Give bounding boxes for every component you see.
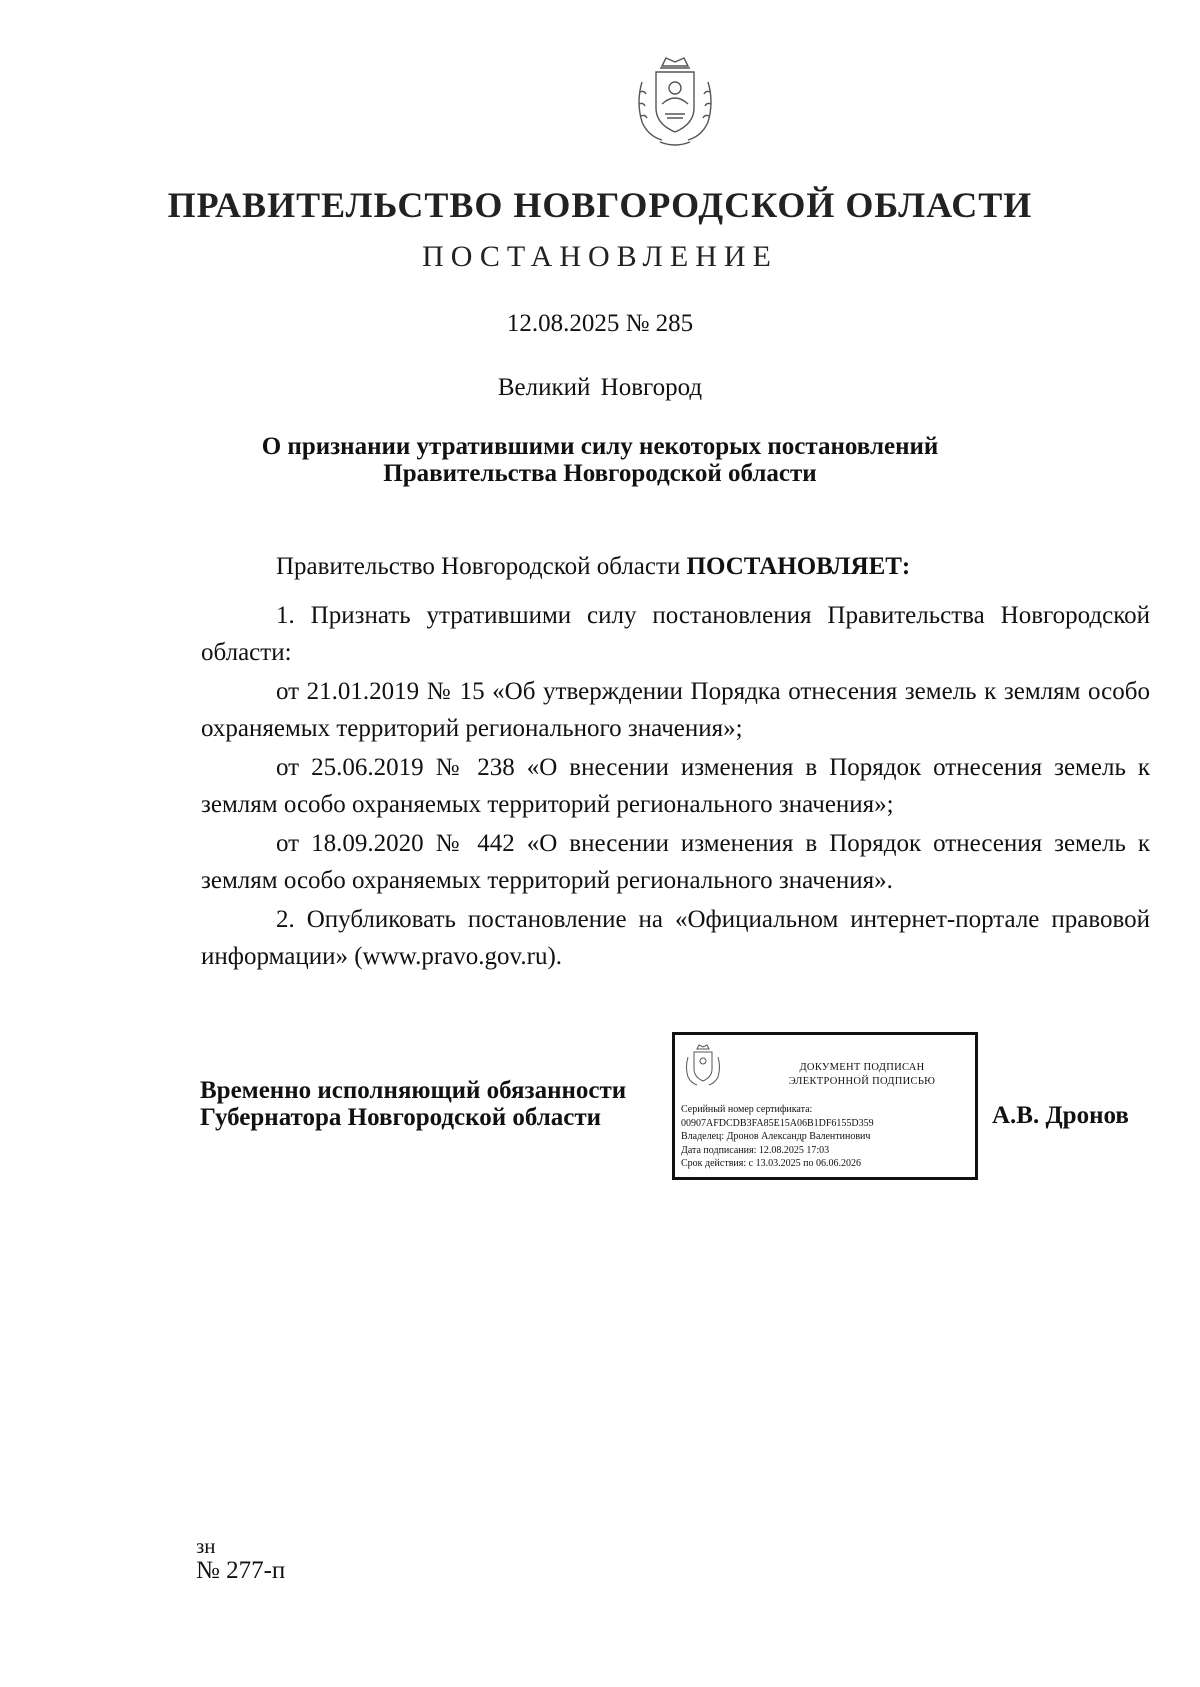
stamp-details [681,1103,977,1171]
signer-position-line-1: Временно исполняющий обязанности [200,1077,627,1104]
coat-of-arms-emblem [632,52,718,148]
item-1-c: от 18.09.2020 № 442 «О внесении изменения в Порядок отнесения земель к землям особо охраняемых территорий регионального значения». [201,830,1150,894]
government-title: ПРАВИТЕЛЬСТВО НОВГОРОДСКОЙ ОБЛАСТИ [167,185,1033,225]
item-1-b: от 25.06.2019 № 238 «О внесении изменения в Порядок отнесения земель к землям особо охраняемых территорий регионального значения»; [201,754,1150,818]
subject-line-2: Правительства Новгородской области [383,460,817,487]
stamp-emblem-icon [683,1043,723,1089]
stamp-signed-date: Дата подписания: 12.08.2025 17:03 [681,1144,830,1156]
stamp-owner: Владелец: Дронов Александр Валентинович [681,1131,871,1142]
intro-paragraph [201,548,1150,585]
item-2: 2. Опубликовать постановление на «Официальном интернет-портале правовой информации» (www.pravo.gov.ru). [201,906,1150,970]
item-1: 1. Признать утратившими силу постановления Правительства Новгородской области: [201,602,1150,666]
stamp-title [757,1061,967,1089]
intro-text: Правительство Новгородской области [276,553,687,580]
document-body [201,548,1150,977]
document-subject [0,433,1200,487]
document-city: Великий Новгород [497,374,703,401]
signer-position-line-2: Губернатора Новгородской области [200,1104,602,1131]
signer-name: А.В. Дронов [992,1102,1129,1129]
stamp-title-line-1: ДОКУМЕНТ ПОДПИСАН [799,1062,925,1073]
stamp-validity: Срок действия: с 13.03.2025 по 06.06.2026 [681,1158,861,1169]
document-date-number: 12.08.2025 № 285 [506,310,694,337]
document-type: ПОСТАНОВЛЕНИЕ [422,240,778,273]
electronic-signature-stamp [672,1032,978,1180]
footer-code: зн [196,1534,216,1558]
subject-line-1: О признании утратившими силу некоторых постановлений [261,433,939,460]
signer-position [200,1077,670,1131]
stamp-title-line-2: ЭЛЕКТРОННОЙ ПОДПИСЬЮ [788,1076,936,1087]
footer-number: № 277-п [196,1557,286,1584]
item-1-a: от 21.01.2019 № 15 «Об утверждении Порядка отнесения земель к землям особо охраняемых территорий регионального значения»; [201,678,1150,742]
intro-decree-word: ПОСТАНОВЛЯЕТ: [686,553,911,580]
stamp-serial-label: Серийный номер сертификата: [681,1104,813,1115]
stamp-serial-value: 00907AFDCDB3FA85E15A06B1DF6155D359 [681,1117,874,1129]
